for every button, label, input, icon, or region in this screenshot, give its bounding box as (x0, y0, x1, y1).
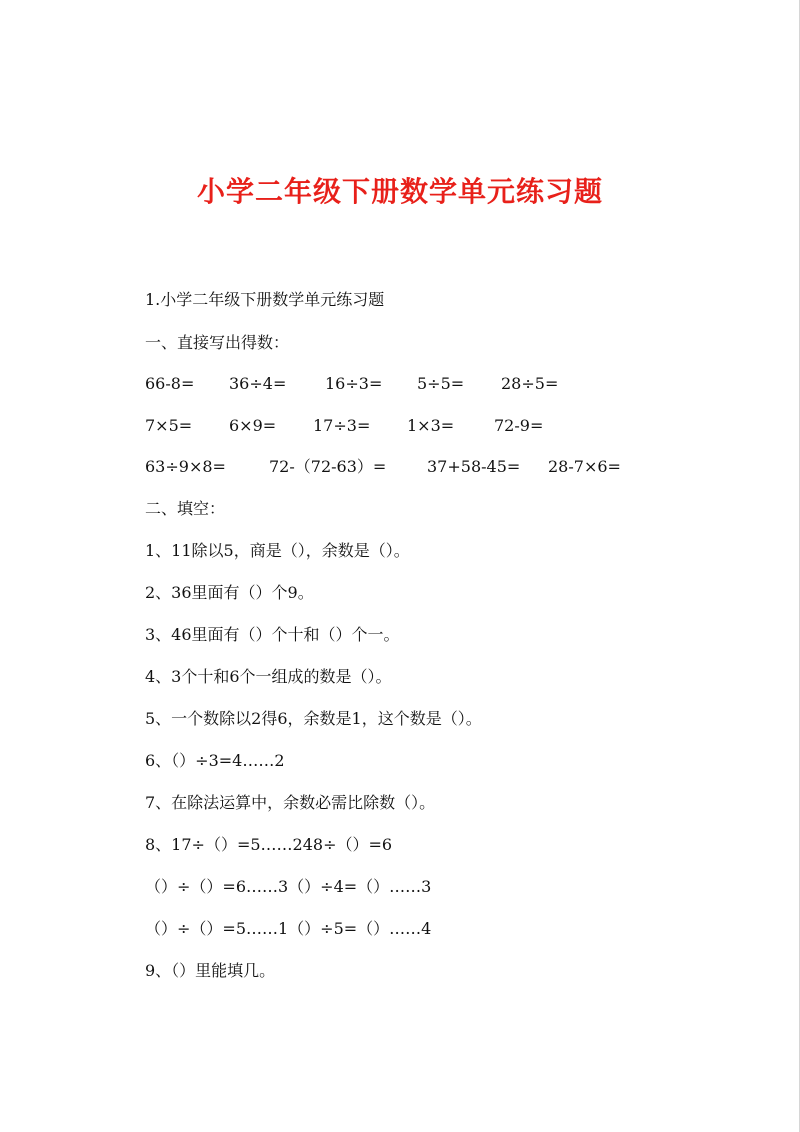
calc-item: 36÷4= (229, 374, 287, 393)
document-title: 小学二年级下册数学单元练习题 (196, 175, 603, 208)
calc-item: 1×3= (407, 416, 455, 435)
calc-item: 66-8= (145, 374, 195, 393)
section1-heading: 一、直接写出得数： (145, 333, 290, 352)
calc-item: 7×5= (145, 416, 193, 435)
calc-item: 63÷9×8= (145, 457, 226, 476)
question-item: （）÷（）=5……1（）÷5=（）……4 (145, 919, 432, 938)
calc-item: 37+58-45= (427, 457, 521, 476)
question-item: 3、46里面有（）个十和（）个一。 (145, 625, 400, 644)
question-item: 2、36里面有（）个9。 (145, 583, 314, 602)
section2-heading: 二、填空： (145, 499, 226, 518)
subtitle: 1.小学二年级下册数学单元练习题 (145, 290, 385, 309)
question-item: 9、（）里能填几。 (145, 961, 276, 980)
question-item: 5、一个数除以2得6，余数是1，这个数是（）。 (145, 709, 482, 728)
calc-item: 16÷3= (325, 374, 383, 393)
calc-item: 17÷3= (313, 416, 371, 435)
calc-item: 28÷5= (501, 374, 559, 393)
question-item: 6、（）÷3=4……2 (145, 751, 285, 770)
question-item: （）÷（）=6……3（）÷4=（）……3 (145, 877, 432, 896)
question-item: 4、3个十和6个一组成的数是（）。 (145, 667, 392, 686)
question-item: 7、在除法运算中，余数必需比除数（）。 (145, 793, 436, 812)
calc-item: 72-9= (494, 416, 544, 435)
calc-item: 28-7×6= (548, 457, 621, 476)
question-item: 8、17÷（）=5……248÷（）=6 (145, 835, 393, 854)
question-item: 1、11除以5，商是（），余数是（）。 (145, 541, 410, 560)
calc-item: 6×9= (229, 416, 277, 435)
calc-item: 5÷5= (417, 374, 465, 393)
calc-item: 72-（72-63）= (269, 457, 387, 476)
